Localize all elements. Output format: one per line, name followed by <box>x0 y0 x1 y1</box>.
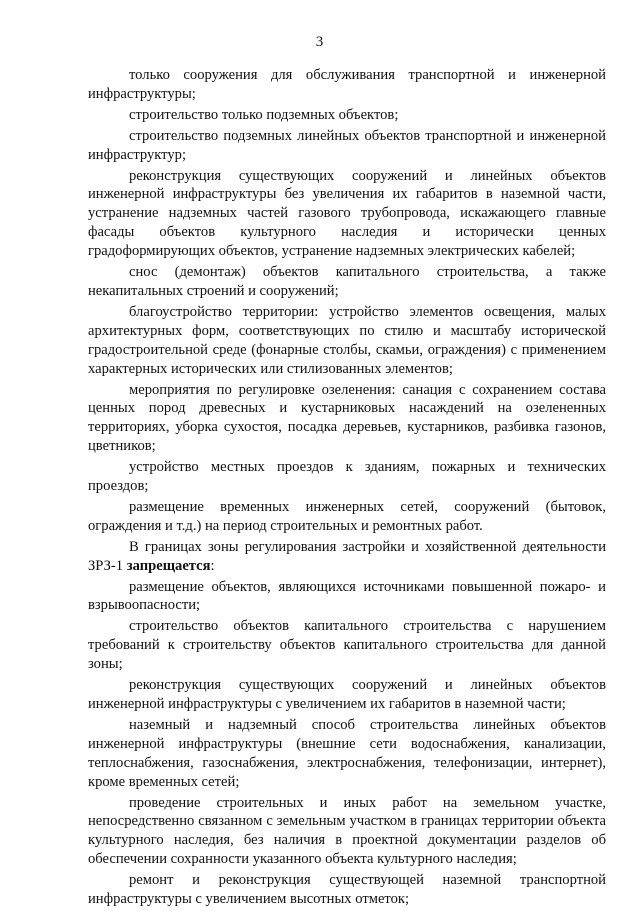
prohibited-item: реконструкция существующих сооружений и линейных объектов инженерной инфраструктуры с увеличением их габаритов в наземной части; <box>88 677 606 712</box>
prohibited-item: ремонт и реконструкция существующей наземной транспортной инфраструктуры с увеличением высотных отметок; <box>88 872 606 908</box>
permitted-item: благоустройство территории: устройство элементов освещения, малых архитектурных форм, соответствующих по стилю и масштабу исторической градостроительной среде (фонарные столбы, скамьи, ограждения) с применением характерных исторических или стилизованных элементов; <box>88 303 606 377</box>
permitted-item: строительство подземных линейных объектов транспортной и инженерной инфраструктур; <box>88 127 606 163</box>
permitted-item: мероприятия по регулировке озеленения: санация с сохранением состава ценных пород древесных и кустарниковых насаждений на озелененных территориях, уборка сухостоя, посадка деревьев, кустарников, разбивка газонов, цветников; <box>88 381 606 455</box>
permitted-item: только сооружения для обслуживания транспортной и инженерной инфраструктуры; <box>88 67 606 102</box>
permitted-item: реконструкция существующих сооружений и линейных объектов инженерной инфраструктуры без увеличения их габаритов в наземной части, устранение надземных частей газового трубопровода, искажающего главные фасады объектов культурного наследия и исторически ценных градоформирующих объектов, устранение надземных электрических кабелей; <box>88 167 606 260</box>
zone-intro-text: В границах зоны регулирования застройки и хозяйственной деятельности <box>129 538 606 555</box>
zone-intro-suffix: : <box>210 557 215 574</box>
prohibited-heading: запрещается <box>126 557 211 574</box>
zone-code: ЗРЗ-1 <box>88 557 124 574</box>
permitted-item: размещение временных инженерных сетей, сооружений (бытовок, ограждения и т.д.) на период строительных и ремонтных работ. <box>88 498 606 534</box>
prohibited-item: строительство объектов капитального строительства с нарушением требований к строительству объектов капитального строительства для данной зоны; <box>88 618 606 673</box>
prohibited-item: размещение объектов, являющихся источниками повышенной пожаро- и взрывоопасности; <box>88 578 606 614</box>
permitted-item: снос (демонтаж) объектов капитального строительства, а также некапитальных строений и сооружений; <box>88 264 606 299</box>
zone-intro-paragraph <box>88 538 606 576</box>
permitted-item: устройство местных проездов к зданиям, пожарных и технических проездов; <box>88 459 606 495</box>
page-number: 3 <box>315 34 324 50</box>
document-body <box>88 66 606 911</box>
prohibited-item: проведение строительных и иных работ на земельном участке, непосредственно связанном с земельным участком в границах территории объекта культурного наследия, без наличия в проектной документации разделов об обеспечении сохранности указанного объекта культурного наследия; <box>88 794 606 868</box>
prohibited-item: наземный и надземный способ строительства линейных объектов инженерной инфраструктуры (внешние сети водоснабжения, канализации, теплоснабжения, газоснабжения, электроснабжения, телефонизации, интернет), кроме временных сетей; <box>88 716 606 790</box>
permitted-item: строительство только подземных объектов; <box>129 106 399 123</box>
